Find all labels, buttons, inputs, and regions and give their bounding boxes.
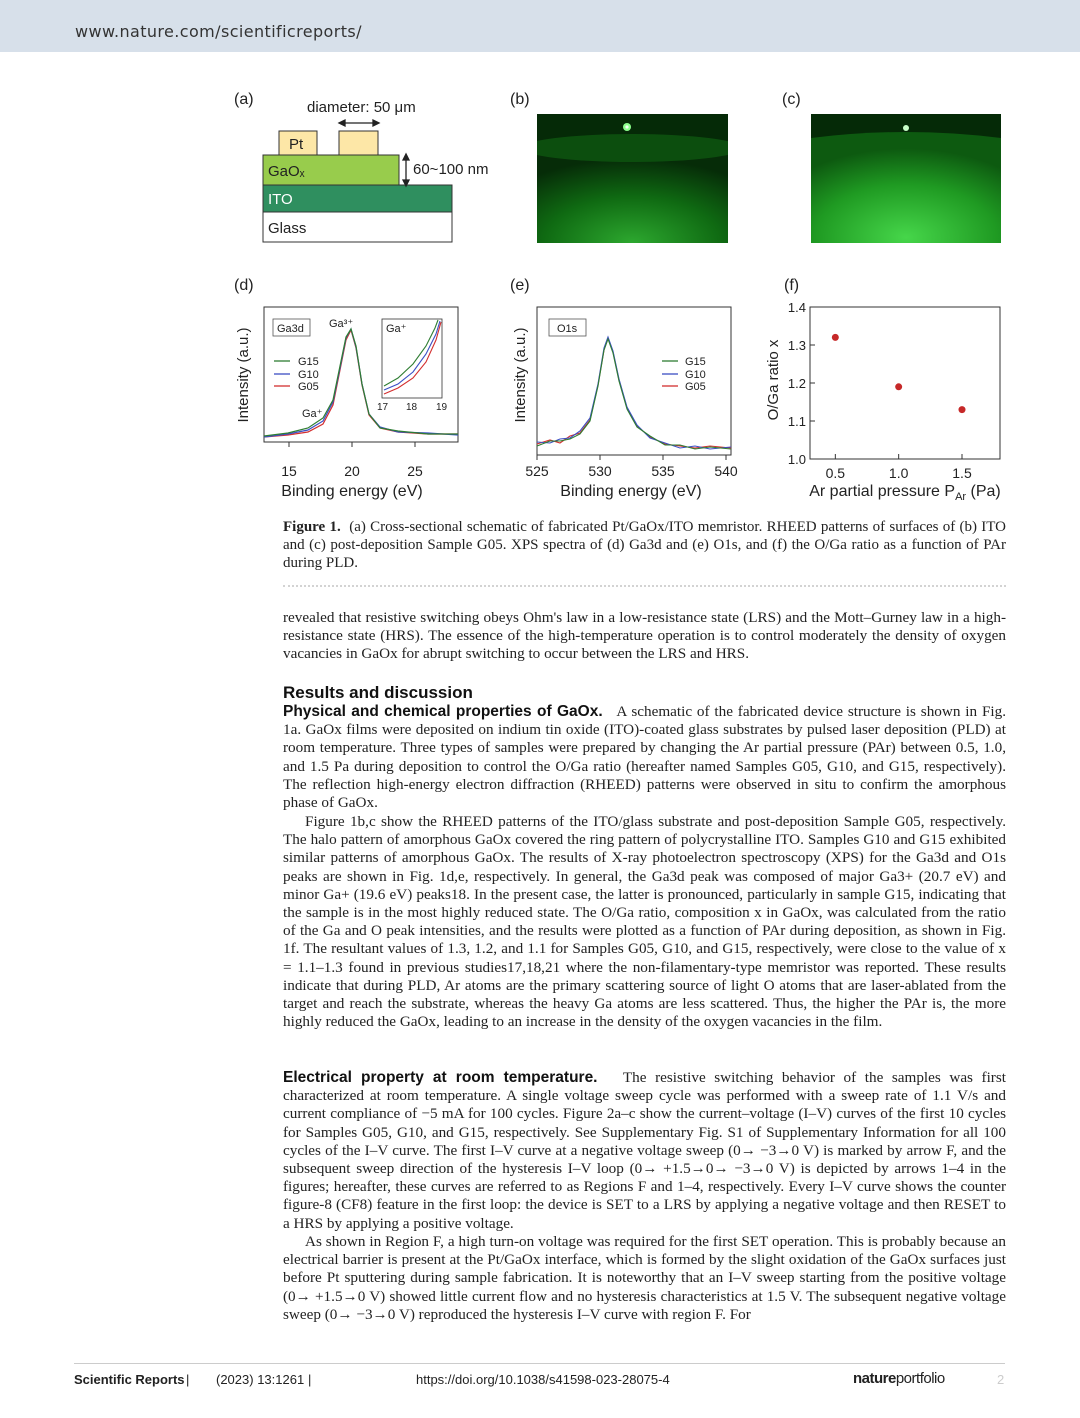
subsection-physical (283, 703, 1006, 812)
page-number: 2 (997, 1372, 1005, 1387)
physical-paragraph-1: A schematic of the fabricated device structure is shown in Fig. 1a. GaOx films were deposited on indium tin oxide (ITO)-coated glass substrates by pulsed laser deposition (PLD) at room temperature. Three types of samples were prepared by changing the Ar partial pressure (PAr) between 0.5, 1.0, and 1.5 Pa during deposition to control the O/Ga ratio (hereafter named Samples G05, G10, and G15, respectively). The reflection high-energy electron diffraction (RHEED) patterns were observed in situ to confirm the amorphous phase of GaOx. (283, 703, 1007, 812)
ga3d-ylabel: Intensity (a.u.) (235, 327, 252, 423)
caption-divider (283, 585, 1006, 587)
ratio-plot (760, 300, 1010, 505)
figure-caption (283, 518, 1006, 572)
ratio-ytick-label: 1.4 (787, 300, 806, 315)
site-url[interactable]: www.nature.com/scientificreports/ (75, 22, 362, 41)
ratio-xtick-label: 1.0 (888, 465, 909, 481)
panel-label-e: (e) (510, 277, 530, 294)
ga3d-inset-tick: 18 (406, 402, 418, 413)
pt-label: Pt (289, 136, 304, 153)
thickness-arrow (403, 154, 409, 186)
footer-divider (74, 1363, 1005, 1364)
electrical-paragraph-1: The resistive switching behavior of the samples was first characterized at room temperature. A single voltage sweep cycle was performed with a sweep rate of 1.1 V/s and current compliance of −5 mA for 100 cycles. Figure 2a–c show the current–voltage (I–V) curves of the first 10 cycles for Samples G05, G10, and G15, respectively. See Supplementary Fig. S1 of Supplementary Information for all 100 cycles of the I–V curve. The first I–V curve at a negative voltage sweep (0→ −3→0 V) is marked by arrow F, and the subsequent sweep direction of the hysteresis I–V loop (0→ +1.5→0→ −3→0 V) is depicted by arrows 1–4 in the figures; hereafter, these curves are referred to as Regions F and 1–4, respectively. Every I–V curve shows the counter figure-8 (CF8) feature in the first loop: the device is SET to a LRS by applying a negative voltage and then RESET to a HRS by applying a positive voltage. (283, 1069, 1006, 1232)
footer-issue: (2023) 13:1261 (216, 1372, 305, 1387)
ga3d-tag: Ga3d (277, 323, 304, 335)
physical-paragraph-2: Figure 1b,c show the RHEED patterns of the ITO/glass substrate and post-deposition Sample G05, respectively. The halo pattern of amorphous GaOx covered the ring pattern of polycrystalline ITO. Samples G10 and G15 exhibited similar patterns of amorphous GaOx. The results of X-ray photoelectron spectroscopy (XPS) for the Ga3d and O1s peaks are shown in Fig. 1d,e, respectively. In general, the Ga3d peak was composed of major Ga3+ (20.7 eV) and minor Ga+ (19.6 eV) peaks18. In the present case, the latter is pronounced, particularly in sample G15, indicating that the sample is in the most highly reduced state. The O/Ga ratio, composition x in GaOx, was calculated from the ratio of the Ga and O peak intensities, and the results were plotted as a function of PAr during deposition, as shown in Fig. 1f. The resultant values of 1.3, 1.2, and 1.1 for Samples G05, G10, and G15, respectively, were close to the value of x = 1.1–1.3 found in previous studies17,18,21 where the non-filamentary-type memristor was reported. These results indicate that during PLD, Ar atoms are the primary scattering source of light O atoms that are laser-ablated from the target and reach the substrate, whereas the heavy Ga atoms are less scattered. Thus, the higher the PAr is, the more highly reduced the GaOx, leading to an increase in the density of the oxygen vacancies in the film. (283, 813, 1006, 1031)
glass-label: Glass (268, 220, 307, 237)
footer-sep-2: | (308, 1372, 312, 1387)
ga3d-xlabel: Binding energy (eV) (281, 483, 423, 500)
footer-sep-1: | (186, 1372, 190, 1387)
ratio-data-point (832, 334, 839, 341)
xps-o1s-plot (505, 300, 745, 505)
device-schematic (255, 92, 505, 247)
o1s-xtick: 535 (651, 463, 675, 479)
o1s-xtick: 530 (588, 463, 612, 479)
diameter-arrow (339, 120, 379, 126)
panel-label-a: (a) (234, 91, 254, 108)
o1s-xlabel: Binding energy (eV) (560, 483, 702, 500)
diameter-label: diameter: 50 μm (307, 99, 416, 116)
o1s-legend-g15: G15 (685, 356, 706, 368)
gaplus-annotation: Ga⁺ (302, 408, 323, 420)
intro-continuation: revealed that resistive switching obeys Ohm's law in a low-resistance state (LRS) and the Mott–Gurney law in a high-resistance state (HRS). The essence of the high-temperature operation is to control moderately the density of oxygen vacancies in GaOx for abrupt switching to occur between the LRS and HRS. (283, 609, 1006, 663)
rheed-image-g05 (811, 114, 1001, 243)
section-title: Results and discussion (283, 683, 473, 702)
o1s-tag: O1s (557, 323, 578, 335)
ratio-ytick-label: 1.1 (787, 414, 806, 429)
ga3d-inset-tick: 19 (436, 402, 448, 413)
ratio-plot-frame (810, 307, 1000, 459)
o1s-xtick: 540 (714, 463, 738, 479)
ga3d-xtick: 20 (344, 463, 360, 479)
footer-doi-link[interactable]: https://doi.org/10.1038/s41598-023-28075-4 (416, 1372, 670, 1387)
panel-label-c: (c) (782, 91, 801, 108)
nature-portfolio-logo: natureportfolio (853, 1370, 945, 1387)
ratio-data-point (895, 383, 902, 390)
subsection-electrical (283, 1069, 1006, 1233)
subsection-title-electrical: Electrical property at room temperature. (283, 1069, 598, 1086)
ito-label: ITO (268, 191, 293, 208)
o1s-ylabel: Intensity (a.u.) (512, 327, 529, 423)
ratio-xlabel: Ar partial pressure $P_{Ar}$ (Pa) (809, 483, 1001, 503)
ratio-data-point (959, 406, 966, 413)
ga3d-legend-g15: G15 (298, 356, 319, 368)
ga3plus-annotation: Ga³⁺ (329, 318, 354, 330)
footer-journal: Scientific Reports (74, 1372, 185, 1387)
o1s-legend-g10: G10 (685, 369, 706, 381)
ratio-xtick-label: 1.5 (952, 465, 972, 481)
ga3d-legend-g10: G10 (298, 369, 319, 381)
thickness-label: 60~100 nm (413, 161, 489, 178)
ga3d-legend-g05: G05 (298, 381, 319, 393)
ratio-ytick-label: 1.3 (787, 338, 806, 353)
xps-ga3d-plot (228, 300, 468, 505)
electrical-paragraph-2: As shown in Region F, a high turn-on voltage was required for the first SET operation. This is probably because an electrical barrier is present at the Pt/GaOx interface, which is formed by the slight oxidation of the GaOx surfaces just before Pt sputtering during sample fabrication. It is noteworthy that an I–V sweep starting from the positive voltage (0→ +1.5→0 V) showed little current flow and no hysteresis characteristics at 1.5 V. The subsequent negative voltage sweep (0→ −3→0 V) reproduced the hysteresis I–V curve with region F. For (283, 1233, 1006, 1323)
o1s-curve-g10 (537, 337, 731, 449)
ga3d-inset-title: Ga⁺ (386, 323, 407, 335)
o1s-xtick: 525 (525, 463, 549, 479)
rheed-image-ito (537, 114, 728, 243)
ga3d-xtick: 15 (281, 463, 297, 479)
panel-label-f: (f) (784, 277, 800, 294)
o1s-legend-g05: G05 (685, 381, 706, 393)
pt-electrode-right (339, 131, 378, 155)
ga3d-inset-tick: 17 (377, 402, 389, 413)
ratio-ytick-label: 1.0 (787, 452, 806, 467)
ratio-ytick-label: 1.2 (787, 376, 806, 391)
panel-label-d: (d) (234, 277, 254, 294)
ratio-xtick-label: 0.5 (825, 465, 846, 481)
o1s-curve-g05 (537, 338, 731, 448)
ga3d-xtick: 25 (407, 463, 423, 479)
subsection-title-physical: Physical and chemical properties of GaOx. (283, 703, 603, 720)
caption-text: (a) Cross-sectional schematic of fabricated Pt/GaOx/ITO memristor. RHEED patterns of surfaces of (b) ITO and (c) post-deposition Sample G05. XPS spectra of (d) Ga3d and (e) O1s, and (f) the O/Ga ratio as a function of PAr during PLD. (283, 519, 1007, 571)
gaox-label: GaOₓ (268, 163, 305, 180)
ratio-ylabel: O/Ga ratio x (765, 339, 782, 421)
caption-label: Figure 1. (283, 519, 341, 535)
panel-label-b: (b) (510, 91, 530, 108)
top-bar (0, 0, 1080, 52)
